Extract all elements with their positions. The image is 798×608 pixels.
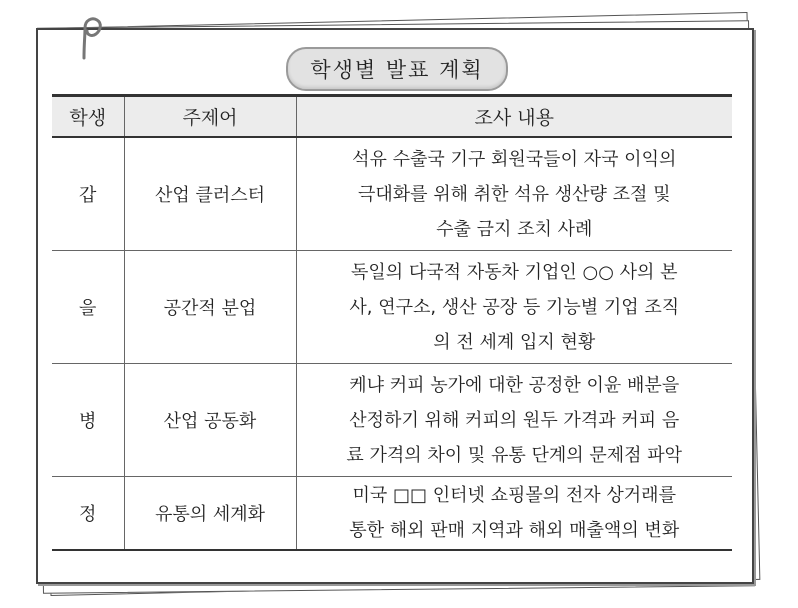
content-line: 극대화를 위해 취한 석유 생산량 조절 및 <box>357 183 671 205</box>
content-cell <box>296 364 732 477</box>
page-title: 학생별 발표 계획 <box>286 47 508 91</box>
table-row <box>52 137 732 251</box>
table-header-row <box>52 96 732 138</box>
content-cell <box>296 251 732 364</box>
presentation-plan-table <box>52 94 732 551</box>
content-line: 의 전 세계 입지 현황 <box>433 331 596 353</box>
content-line: 통한 해외 판매 지역과 해외 매출액의 변화 <box>349 520 680 541</box>
table-row <box>52 251 732 364</box>
header-content: 조사 내용 <box>296 96 732 138</box>
student-cell: 정 <box>52 477 124 551</box>
content-line: 미국 □□ 인터넷 쇼핑몰의 전자 상거래를 <box>352 485 676 506</box>
topic-cell: 산업 공동화 <box>124 364 296 477</box>
content-line: 독일의 다국적 자동차 기업인 ○○ 사의 본 <box>350 261 678 283</box>
header-student: 학생 <box>52 96 124 138</box>
content-line: 료 가격의 차이 및 유통 단계의 문제점 파악 <box>346 444 683 466</box>
student-cell: 병 <box>52 364 124 477</box>
content-line: 석유 수출국 기구 회원국들이 자국 이익의 <box>352 148 677 170</box>
student-cell: 을 <box>52 251 124 364</box>
content-cell <box>296 137 732 251</box>
paper-clip-icon <box>70 14 110 60</box>
topic-cell: 유통의 세계화 <box>124 477 296 551</box>
table-row <box>52 364 732 477</box>
content-line: 케냐 커피 농가에 대한 공정한 이윤 배분을 <box>349 374 680 396</box>
content-line: 수출 금지 조치 사례 <box>436 218 593 240</box>
header-topic: 주제어 <box>124 96 296 138</box>
content-line: 사, 연구소, 생산 공장 등 기능별 기업 조직 <box>349 296 680 318</box>
content-line: 산정하기 위해 커피의 원두 가격과 커피 음 <box>349 409 680 431</box>
student-cell: 갑 <box>52 137 124 251</box>
table-row <box>52 477 732 551</box>
topic-cell: 공간적 분업 <box>124 251 296 364</box>
content-cell <box>296 477 732 551</box>
topic-cell: 산업 클러스터 <box>124 137 296 251</box>
